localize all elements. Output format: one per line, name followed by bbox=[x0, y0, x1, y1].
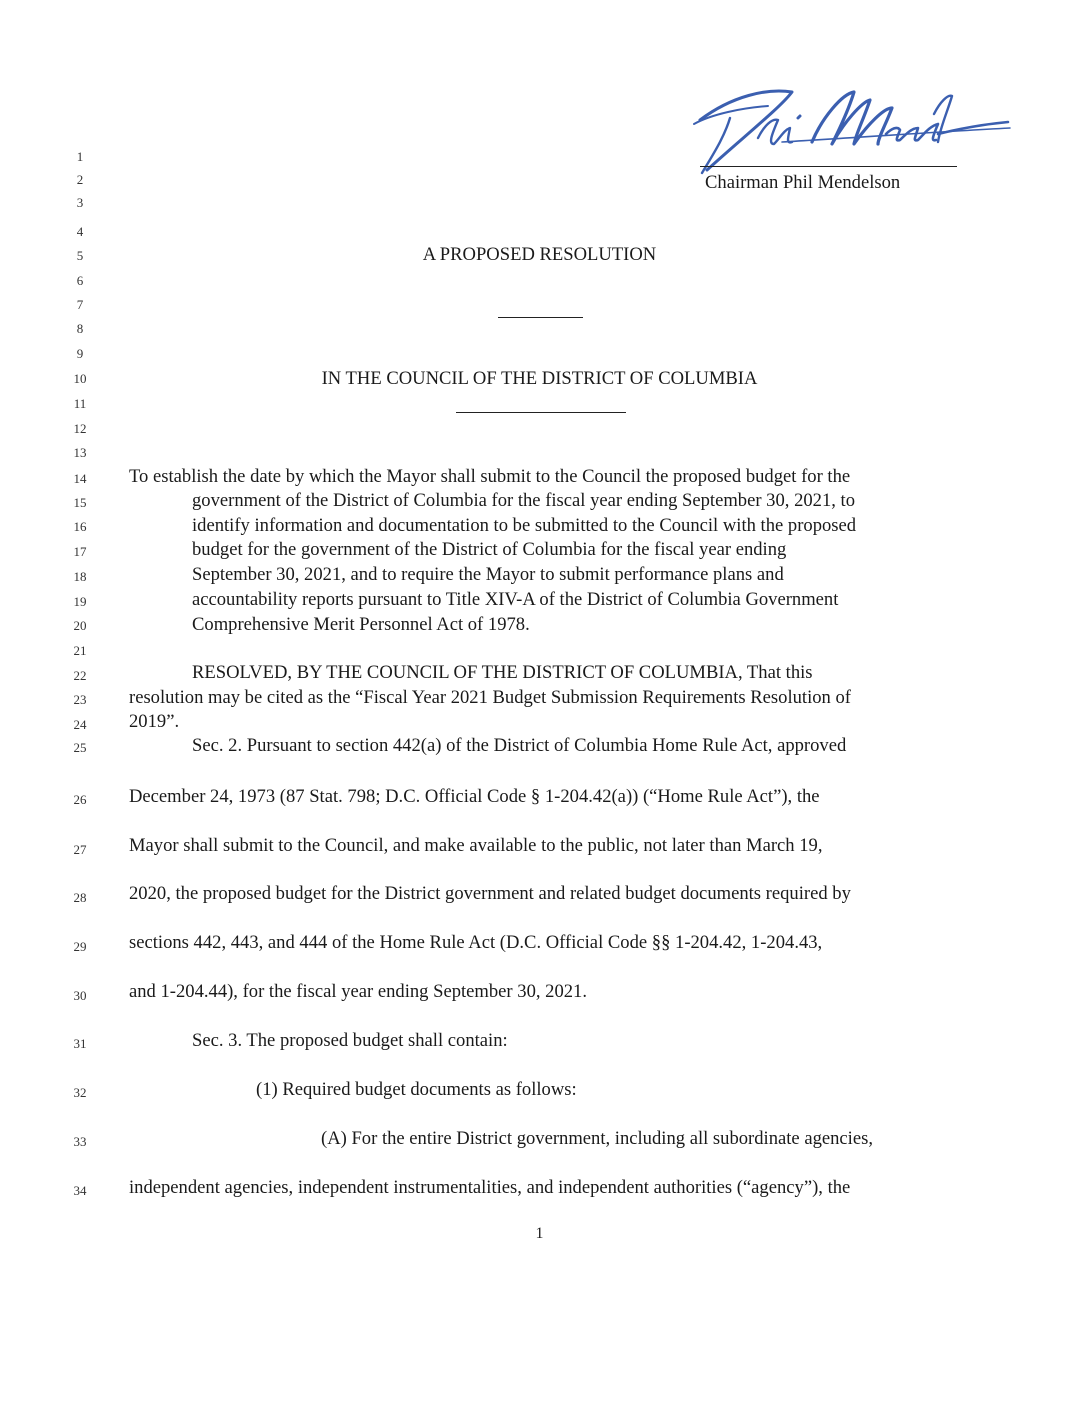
line-number: 23 bbox=[73, 692, 87, 707]
line-number: 6 bbox=[76, 273, 84, 288]
line-number: 11 bbox=[73, 396, 87, 411]
line-number: 7 bbox=[76, 297, 84, 312]
line-number: 13 bbox=[73, 445, 87, 460]
line-number: 32 bbox=[73, 1085, 87, 1100]
line-number: 3 bbox=[76, 195, 84, 210]
long-title-line: government of the District of Columbia for the fiscal year ending September 30, 2021, to bbox=[192, 490, 856, 511]
council-heading: IN THE COUNCIL OF THE DISTRICT OF COLUMBIA bbox=[321, 368, 758, 389]
long-title-line: budget for the government of the District of Columbia for the fiscal year ending bbox=[192, 539, 787, 560]
sec2-line: December 24, 1973 (87 Stat. 798; D.C. Official Code § 1-204.42(a)) (“Home Rule Act”), the bbox=[129, 786, 820, 807]
sec2-line: sections 442, 443, and 444 of the Home Rule Act (D.C. Official Code §§ 1-204.42, 1-204.43, bbox=[129, 932, 823, 953]
line-number: 8 bbox=[76, 321, 84, 336]
long-title-line: To establish the date by which the Mayor shall submit to the Council the proposed budget for the bbox=[129, 466, 851, 487]
line-number: 5 bbox=[76, 248, 84, 263]
long-title-line: Comprehensive Merit Personnel Act of 1978. bbox=[192, 614, 530, 635]
line-number: 18 bbox=[73, 569, 87, 584]
sec3-line: (1) Required budget documents as follows: bbox=[256, 1079, 577, 1100]
sec3-line: independent agencies, independent instrumentalities, and independent authorities (“agency”), the bbox=[129, 1177, 851, 1198]
line-number: 30 bbox=[73, 988, 87, 1003]
line-number: 9 bbox=[76, 346, 84, 361]
line-number: 25 bbox=[73, 740, 87, 755]
long-title-line: accountability reports pursuant to Title XIV-A of the District of Columbia Government bbox=[192, 589, 839, 610]
sec3-line: Sec. 3. The proposed budget shall contain: bbox=[192, 1030, 508, 1051]
long-title-line: identify information and documentation to be submitted to the Council with the proposed bbox=[192, 515, 857, 536]
line-number: 28 bbox=[73, 890, 87, 905]
line-number: 12 bbox=[73, 421, 87, 436]
signature-line bbox=[700, 166, 957, 167]
line-number: 34 bbox=[73, 1183, 87, 1198]
line-number: 15 bbox=[73, 495, 87, 510]
line-number: 4 bbox=[76, 224, 84, 239]
resolution-type-heading: A PROPOSED RESOLUTION bbox=[422, 244, 657, 265]
line-number: 27 bbox=[73, 842, 87, 857]
sec3-line: (A) For the entire District government, including all subordinate agencies, bbox=[321, 1128, 873, 1149]
line-number: 26 bbox=[73, 792, 87, 807]
line-number: 17 bbox=[73, 544, 87, 559]
line-number: 16 bbox=[73, 519, 87, 534]
resolved-line: RESOLVED, BY THE COUNCIL OF THE DISTRICT OF COLUMBIA, That this bbox=[192, 662, 813, 683]
signer-label: Chairman Phil Mendelson bbox=[705, 172, 901, 193]
line-number: 24 bbox=[73, 717, 87, 732]
line-number: 22 bbox=[73, 668, 87, 683]
line-number: 21 bbox=[73, 643, 87, 658]
long-title-line: September 30, 2021, and to require the Mayor to submit performance plans and bbox=[192, 564, 784, 585]
line-number: 33 bbox=[73, 1134, 87, 1149]
council-rule bbox=[456, 412, 626, 413]
sec2-line: 2020, the proposed budget for the District government and related budget documents required by bbox=[129, 883, 851, 904]
sec2-line: Mayor shall submit to the Council, and make available to the public, not later than March 19, bbox=[129, 835, 823, 856]
page-number: 1 bbox=[535, 1225, 544, 1242]
resolved-line: resolution may be cited as the “Fiscal Year 2021 Budget Submission Requirements Resolution of bbox=[129, 687, 851, 708]
line-number: 14 bbox=[73, 471, 87, 486]
resolved-line: 2019”. bbox=[129, 711, 180, 732]
sec2-line: Sec. 2. Pursuant to section 442(a) of the District of Columbia Home Rule Act, approved bbox=[192, 735, 847, 756]
line-number: 2 bbox=[76, 172, 84, 187]
line-number: 1 bbox=[76, 149, 84, 164]
sec2-line: and 1-204.44), for the fiscal year ending September 30, 2021. bbox=[129, 981, 587, 1002]
line-number: 10 bbox=[73, 371, 87, 386]
line-number: 20 bbox=[73, 618, 87, 633]
line-number: 19 bbox=[73, 594, 87, 609]
line-number: 31 bbox=[73, 1036, 87, 1051]
heading-rule bbox=[498, 317, 583, 318]
line-number: 29 bbox=[73, 939, 87, 954]
